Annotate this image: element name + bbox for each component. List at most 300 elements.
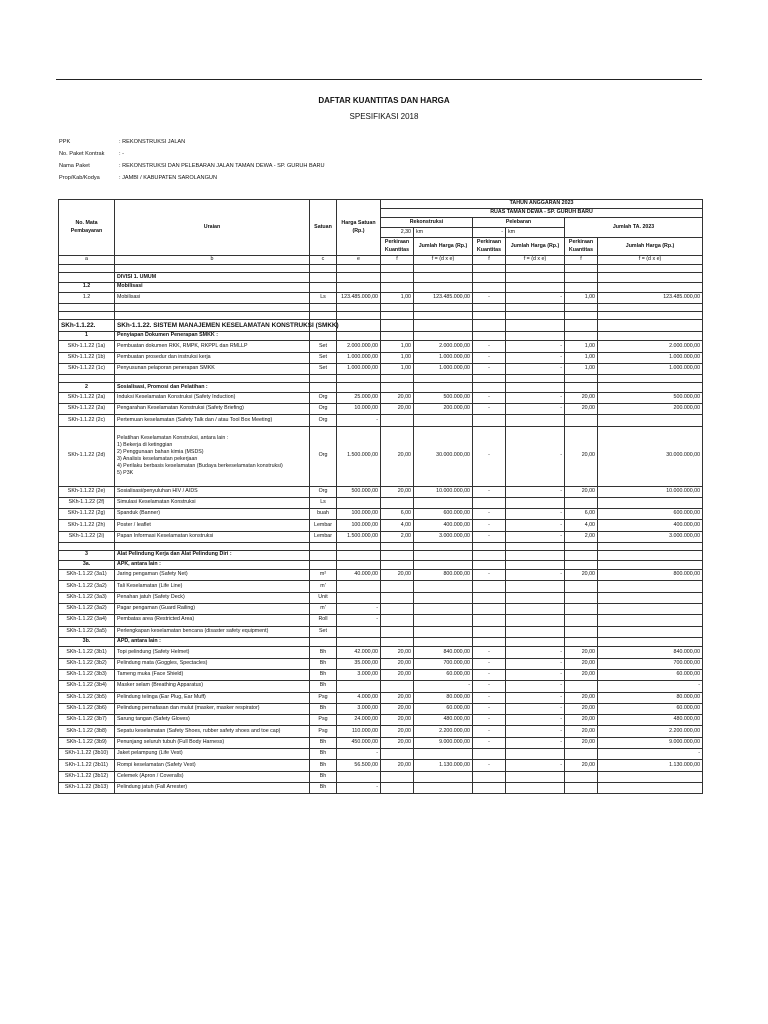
row-amount-rekon: 840.000,00 xyxy=(414,647,473,658)
row-qty-pelebaran xyxy=(473,319,506,331)
row-qty-pelebaran: - xyxy=(473,363,506,374)
row-unit-price: 25.000,00 xyxy=(337,392,381,403)
table-row xyxy=(59,570,703,581)
row-number: 3a. xyxy=(59,560,115,570)
row-number: SKh-1.1.22. xyxy=(59,319,115,331)
row-qty-rekon: 20,00 xyxy=(381,647,414,658)
row-number: SKh-1.1.22 (3b6) xyxy=(59,703,115,714)
table-row xyxy=(59,551,703,561)
col-perkiraan-1: Perkiraan Kuantitas xyxy=(381,238,414,256)
row-qty-rekon: 20,00 xyxy=(381,403,414,414)
ruas-name: RUAS TAMAN DEWA - SP. GURUH BARU xyxy=(381,209,703,218)
row-qty-pelebaran: - xyxy=(473,570,506,581)
row-amount-rekon xyxy=(414,303,473,311)
row-amount-total xyxy=(598,375,703,383)
row-unit-price: - xyxy=(337,415,381,426)
row-amount-rekon: 123.485.000,00 xyxy=(414,292,473,303)
row-qty-rekon xyxy=(381,543,414,551)
row-amount-rekon: 80.000,00 xyxy=(414,692,473,703)
row-amount-pelebaran: - xyxy=(506,760,565,771)
row-amount-pelebaran: - xyxy=(506,509,565,520)
row-amount-pelebaran xyxy=(506,319,565,331)
table-row xyxy=(59,647,703,658)
row-qty-rekon: 20,00 xyxy=(381,726,414,737)
row-amount-total: 9.000.000,00 xyxy=(598,737,703,748)
row-amount-pelebaran: - xyxy=(506,658,565,669)
row-qty-pelebaran xyxy=(473,749,506,760)
row-description: APD, antara lain : xyxy=(115,637,310,647)
row-amount-pelebaran: - xyxy=(506,426,565,486)
row-unit-price: 500.000,00 xyxy=(337,486,381,497)
row-amount-pelebaran: - xyxy=(506,352,565,363)
row-description: Sosialisasi, Promosi dan Pelatihan : xyxy=(115,383,310,393)
col-rekonstruksi: Rekonstruksi xyxy=(381,218,473,228)
pelebaran-unit: km xyxy=(506,228,565,238)
row-number: SKh-1.1.22 (2e) xyxy=(59,486,115,497)
row-amount-total: 1.130.000,00 xyxy=(598,760,703,771)
row-description: Pembuatan prosedur dan instruksi kerja xyxy=(115,352,310,363)
row-unit-price: - xyxy=(337,603,381,614)
row-unit-price: - xyxy=(337,615,381,626)
row-unit: Bh xyxy=(310,669,337,680)
row-unit: Psg xyxy=(310,692,337,703)
code-cell: b xyxy=(115,256,310,265)
row-unit: Org xyxy=(310,392,337,403)
table-row xyxy=(59,782,703,793)
row-qty-total: 1,00 xyxy=(565,363,598,374)
row-number: 1 xyxy=(59,331,115,341)
top-rule xyxy=(56,79,702,80)
row-qty-pelebaran xyxy=(473,497,506,508)
row-amount-pelebaran: - xyxy=(506,737,565,748)
row-unit-price xyxy=(337,383,381,393)
row-qty-rekon xyxy=(381,265,414,273)
row-amount-total: - xyxy=(598,749,703,760)
row-qty-rekon: 6,00 xyxy=(381,509,414,520)
row-number: SKh-1.1.22 (3b12) xyxy=(59,771,115,782)
info-row xyxy=(59,175,325,187)
row-qty-rekon: 1,00 xyxy=(381,341,414,352)
row-qty-rekon: 1,00 xyxy=(381,292,414,303)
row-amount-rekon: 30.000.000,00 xyxy=(414,426,473,486)
row-amount-rekon xyxy=(414,615,473,626)
row-unit-price: 100.000,00 xyxy=(337,509,381,520)
row-number: SKh-1.1.22 (3b4) xyxy=(59,681,115,692)
row-amount-pelebaran xyxy=(506,560,565,570)
row-amount-rekon: 1.000.000,00 xyxy=(414,352,473,363)
row-unit-price: 1.500.000,00 xyxy=(337,531,381,542)
row-unit: Psg xyxy=(310,715,337,726)
row-unit-price: 24.000,00 xyxy=(337,715,381,726)
col-harga-satuan: Harga Satuan (Rp.) xyxy=(337,200,381,256)
table-row xyxy=(59,581,703,592)
row-amount-rekon: - xyxy=(414,681,473,692)
row-qty-pelebaran xyxy=(473,615,506,626)
row-amount-total xyxy=(598,603,703,614)
table-row xyxy=(59,749,703,760)
row-qty-total xyxy=(565,603,598,614)
row-unit: Bh xyxy=(310,647,337,658)
row-unit: Bh xyxy=(310,703,337,714)
row-description: Induksi Keselamatan Konstruksi (Safety Induction) xyxy=(115,392,310,403)
row-number: SKh-1.1.22 (3b3) xyxy=(59,669,115,680)
row-qty-rekon: 20,00 xyxy=(381,486,414,497)
row-number xyxy=(59,303,115,311)
row-amount-total xyxy=(598,283,703,293)
row-amount-total xyxy=(598,626,703,637)
row-unit-price xyxy=(337,265,381,273)
row-unit xyxy=(310,283,337,293)
row-amount-rekon: 2.200.000,00 xyxy=(414,726,473,737)
row-number xyxy=(59,273,115,283)
row-qty-rekon: 20,00 xyxy=(381,692,414,703)
row-amount-total xyxy=(598,331,703,341)
pelebaran-length: - xyxy=(473,228,506,238)
row-unit-price xyxy=(337,311,381,319)
row-amount-rekon xyxy=(414,782,473,793)
row-description: Sarung tangan (Safety Gloves) xyxy=(115,715,310,726)
row-qty-pelebaran: - xyxy=(473,392,506,403)
row-amount-rekon: 200.000,00 xyxy=(414,403,473,414)
row-number: SKh-1.1.22 (3a3) xyxy=(59,592,115,603)
col-jumlah-harga-1: Jumlah Harga (Rp.) xyxy=(414,238,473,256)
row-qty-pelebaran: - xyxy=(473,726,506,737)
row-qty-total xyxy=(565,637,598,647)
row-unit: Bh xyxy=(310,760,337,771)
row-amount-pelebaran xyxy=(506,543,565,551)
col-uraian: Uraian xyxy=(115,200,310,256)
row-number: SKh-1.1.22 (3b11) xyxy=(59,760,115,771)
row-qty-pelebaran: - xyxy=(473,703,506,714)
row-description: Jaring pengaman (Safety Net) xyxy=(115,570,310,581)
row-number: SKh-1.1.22 (2c) xyxy=(59,415,115,426)
row-amount-pelebaran xyxy=(506,311,565,319)
blank-row xyxy=(59,311,703,319)
row-qty-pelebaran: - xyxy=(473,509,506,520)
row-qty-rekon: 20,00 xyxy=(381,669,414,680)
row-amount-pelebaran xyxy=(506,497,565,508)
row-amount-total: 1.000.000,00 xyxy=(598,352,703,363)
row-amount-rekon: 9.000.000,00 xyxy=(414,737,473,748)
row-qty-total xyxy=(565,375,598,383)
row-number: SKh-1.1.22 (3b5) xyxy=(59,692,115,703)
row-amount-total: 10.000.000,00 xyxy=(598,486,703,497)
row-qty-pelebaran xyxy=(473,603,506,614)
row-unit: Ls xyxy=(310,497,337,508)
col-perkiraan-3: Perkiraan Kuantitas xyxy=(565,238,598,256)
row-unit: Set xyxy=(310,341,337,352)
row-qty-pelebaran xyxy=(473,637,506,647)
info-label: Nama Paket xyxy=(59,163,90,169)
blank-row xyxy=(59,303,703,311)
row-qty-total xyxy=(565,749,598,760)
row-amount-pelebaran xyxy=(506,551,565,561)
row-number: 1.2 xyxy=(59,283,115,293)
row-number: SKh-1.1.22 (2g) xyxy=(59,509,115,520)
row-number: SKh-1.1.22 (2a) xyxy=(59,392,115,403)
row-qty-total xyxy=(565,497,598,508)
row-unit: Org xyxy=(310,403,337,414)
row-description: SKh-1.1.22. SISTEM MANAJEMEN KESELAMATAN KONSTRUKSI (SMKK) xyxy=(115,319,310,331)
row-qty-total xyxy=(565,771,598,782)
row-qty-rekon: 1,00 xyxy=(381,352,414,363)
row-description: Poster / leaflet xyxy=(115,520,310,531)
row-amount-rekon: 400.000,00 xyxy=(414,520,473,531)
row-unit-price xyxy=(337,273,381,283)
row-description: Sosialisasi/penyuluhan HIV / AIDS xyxy=(115,486,310,497)
row-amount-rekon xyxy=(414,626,473,637)
doc-subtitle: SPESIFIKASI 2018 xyxy=(349,112,419,121)
row-qty-total: 20,00 xyxy=(565,486,598,497)
row-unit-price xyxy=(337,303,381,311)
row-amount-pelebaran: - xyxy=(506,531,565,542)
row-amount-total: 123.485.000,00 xyxy=(598,292,703,303)
code-cell: c xyxy=(310,256,337,265)
row-unit xyxy=(310,311,337,319)
row-qty-rekon xyxy=(381,303,414,311)
table-row xyxy=(59,771,703,782)
table-row xyxy=(59,760,703,771)
row-unit: Org xyxy=(310,486,337,497)
row-amount-pelebaran xyxy=(506,375,565,383)
blank-row xyxy=(59,543,703,551)
row-amount-rekon: 2.000.000,00 xyxy=(414,341,473,352)
row-qty-pelebaran: - xyxy=(473,669,506,680)
row-qty-pelebaran: - xyxy=(473,292,506,303)
row-qty-total: 4,00 xyxy=(565,520,598,531)
table-row xyxy=(59,658,703,669)
row-qty-total: 20,00 xyxy=(565,703,598,714)
row-amount-total: 60.000,00 xyxy=(598,703,703,714)
code-cell: f xyxy=(473,256,506,265)
row-qty-rekon xyxy=(381,319,414,331)
row-qty-pelebaran xyxy=(473,283,506,293)
row-amount-pelebaran xyxy=(506,283,565,293)
row-amount-total: 80.000,00 xyxy=(598,692,703,703)
row-unit xyxy=(310,543,337,551)
info-value: : - xyxy=(119,151,124,157)
row-qty-total: 20,00 xyxy=(565,737,598,748)
row-amount-total xyxy=(598,771,703,782)
row-number: SKh-1.1.22 (1a) xyxy=(59,341,115,352)
row-unit xyxy=(310,560,337,570)
table-row xyxy=(59,392,703,403)
row-description: Pelindung mata (Goggles, Spectacles) xyxy=(115,658,310,669)
row-unit-price xyxy=(337,283,381,293)
row-unit-price: 3.000,00 xyxy=(337,703,381,714)
row-number: SKh-1.1.22 (3b7) xyxy=(59,715,115,726)
row-unit xyxy=(310,551,337,561)
row-amount-pelebaran: - xyxy=(506,703,565,714)
row-qty-total xyxy=(565,303,598,311)
row-amount-rekon: 500.000,00 xyxy=(414,392,473,403)
info-row xyxy=(59,151,325,163)
row-amount-total: 3.000.000,00 xyxy=(598,531,703,542)
row-number xyxy=(59,375,115,383)
row-qty-pelebaran xyxy=(473,551,506,561)
table-row xyxy=(59,615,703,626)
row-amount-pelebaran xyxy=(506,771,565,782)
row-amount-total: 480.000,00 xyxy=(598,715,703,726)
row-description: Mobilisasi xyxy=(115,292,310,303)
row-unit: m' xyxy=(310,603,337,614)
row-amount-total xyxy=(598,383,703,393)
row-unit: Bh xyxy=(310,771,337,782)
row-amount-rekon: 480.000,00 xyxy=(414,715,473,726)
row-qty-total: 20,00 xyxy=(565,658,598,669)
row-qty-total: 20,00 xyxy=(565,426,598,486)
row-qty-pelebaran: - xyxy=(473,403,506,414)
description-line: 4) Perilaku berbasis keselamatan (Budaya berkeselamatan konstruksi) xyxy=(117,463,283,470)
row-description: Celemek (Apron / Coveralls) xyxy=(115,771,310,782)
row-unit: m² xyxy=(310,570,337,581)
row-qty-total xyxy=(565,415,598,426)
row-amount-rekon xyxy=(414,560,473,570)
row-number: SKh-1.1.22 (2h) xyxy=(59,520,115,531)
row-qty-rekon xyxy=(381,581,414,592)
row-qty-rekon xyxy=(381,273,414,283)
row-unit: Set xyxy=(310,626,337,637)
row-description: Jaket pelampung (Life Vest) xyxy=(115,749,310,760)
info-label: PPK xyxy=(59,139,71,145)
row-qty-rekon: 20,00 xyxy=(381,426,414,486)
row-qty-rekon: 20,00 xyxy=(381,737,414,748)
row-number: SKh-1.1.22 (3a5) xyxy=(59,626,115,637)
row-unit-price xyxy=(337,331,381,341)
table-row xyxy=(59,715,703,726)
row-description: Pelindung telinga (Ear Plug, Ear Muff) xyxy=(115,692,310,703)
row-qty-rekon xyxy=(381,497,414,508)
col-no-mata: No. Mata Pembayaran xyxy=(59,200,115,256)
doc-title: DAFTAR KUANTITAS DAN HARGA xyxy=(318,96,450,105)
table-row xyxy=(59,520,703,531)
row-qty-pelebaran xyxy=(473,543,506,551)
row-description xyxy=(115,311,310,319)
row-amount-total xyxy=(598,319,703,331)
row-unit: Bh xyxy=(310,749,337,760)
row-amount-pelebaran: - xyxy=(506,292,565,303)
row-amount-total: 2.000.000,00 xyxy=(598,341,703,352)
table-row xyxy=(59,363,703,374)
row-unit-price: 1.500.000,00 xyxy=(337,426,381,486)
row-unit-price: - xyxy=(337,749,381,760)
row-description: Pertemuan keselamatan (Safety Talk dan / atau Tool Box Meeting) xyxy=(115,415,310,426)
table-row xyxy=(59,737,703,748)
row-unit-price: 450.000,00 xyxy=(337,737,381,748)
row-description: DIVISI 1. UMUM xyxy=(115,273,310,283)
row-number xyxy=(59,311,115,319)
row-amount-pelebaran: - xyxy=(506,363,565,374)
table-row xyxy=(59,531,703,542)
row-description: Papan Informasi Keselamatan konstruksi xyxy=(115,531,310,542)
row-qty-total: 20,00 xyxy=(565,726,598,737)
row-description: Rompi keselamatan (Safety Vest) xyxy=(115,760,310,771)
description-line: 2) Penggunaan bahan kimia (MSDS) xyxy=(117,448,204,455)
row-unit-price: 2.000.000,00 xyxy=(337,341,381,352)
row-unit: Org xyxy=(310,426,337,486)
row-qty-total xyxy=(565,782,598,793)
table-row xyxy=(59,626,703,637)
row-qty-pelebaran xyxy=(473,303,506,311)
row-amount-rekon xyxy=(414,603,473,614)
row-amount-total: 500.000,00 xyxy=(598,392,703,403)
row-qty-rekon xyxy=(381,415,414,426)
row-qty-pelebaran: - xyxy=(473,531,506,542)
row-amount-rekon: 800.000,00 xyxy=(414,570,473,581)
row-description: Tameng muka (Face Shield) xyxy=(115,669,310,680)
row-amount-rekon: 1.000.000,00 xyxy=(414,363,473,374)
row-description: Pelindung pernafasan dan mulut (masker, masker respirator) xyxy=(115,703,310,714)
row-amount-rekon: 60.000,00 xyxy=(414,669,473,680)
row-unit: Set xyxy=(310,363,337,374)
row-qty-rekon: 20,00 xyxy=(381,658,414,669)
row-description: Simulasi Keselamatan Konstruksi xyxy=(115,497,310,508)
row-unit-price xyxy=(337,771,381,782)
row-amount-rekon: 60.000,00 xyxy=(414,703,473,714)
row-qty-pelebaran: - xyxy=(473,658,506,669)
row-amount-total: 1.000.000,00 xyxy=(598,363,703,374)
row-qty-rekon xyxy=(381,331,414,341)
row-qty-rekon xyxy=(381,283,414,293)
row-qty-rekon: 2,00 xyxy=(381,531,414,542)
row-qty-pelebaran: - xyxy=(473,647,506,658)
row-qty-pelebaran: - xyxy=(473,352,506,363)
row-qty-pelebaran: - xyxy=(473,520,506,531)
row-description: Pagar pengaman (Guard Railing) xyxy=(115,603,310,614)
row-number: 2 xyxy=(59,383,115,393)
row-amount-total xyxy=(598,782,703,793)
row-qty-total xyxy=(565,543,598,551)
row-qty-total xyxy=(565,383,598,393)
row-description: Penunjang seluruh tubuh (Full Body Harness) xyxy=(115,737,310,748)
row-qty-rekon: 20,00 xyxy=(381,570,414,581)
row-amount-total xyxy=(598,551,703,561)
row-amount-total: 60.000,00 xyxy=(598,669,703,680)
row-amount-pelebaran: - xyxy=(506,486,565,497)
col-jumlah-harga-2: Jumlah Harga (Rp.) xyxy=(506,238,565,256)
row-qty-pelebaran xyxy=(473,560,506,570)
row-qty-rekon xyxy=(381,592,414,603)
code-cell: e xyxy=(337,256,381,265)
row-amount-rekon: 3.000.000,00 xyxy=(414,531,473,542)
row-amount-pelebaran xyxy=(506,626,565,637)
info-value: : REKONSTRUKSI JALAN xyxy=(119,139,186,145)
row-amount-rekon xyxy=(414,581,473,592)
row-qty-pelebaran xyxy=(473,331,506,341)
row-unit-price xyxy=(337,497,381,508)
row-description: Pelindung jatuh (Fall Arrester) xyxy=(115,782,310,793)
row-description xyxy=(115,375,310,383)
info-value: : REKONSTRUKSI DAN PELEBARAN JALAN TAMAN DEWA - SP. GURUH BARU xyxy=(119,163,325,169)
row-qty-rekon xyxy=(381,782,414,793)
row-unit: m' xyxy=(310,581,337,592)
info-value: : JAMBI / KABUPATEN SAROLANGUN xyxy=(119,175,218,181)
row-amount-pelebaran: - xyxy=(506,681,565,692)
table-row xyxy=(59,560,703,570)
row-qty-pelebaran: - xyxy=(473,715,506,726)
row-amount-total xyxy=(598,273,703,283)
col-jumlah-ta: Jumlah TA. 2023 xyxy=(565,218,703,238)
row-number: SKh-1.1.22 (3b13) xyxy=(59,782,115,793)
row-unit xyxy=(310,375,337,383)
row-amount-pelebaran xyxy=(506,331,565,341)
table-row xyxy=(59,669,703,680)
row-qty-rekon xyxy=(381,603,414,614)
table-row xyxy=(59,726,703,737)
row-amount-rekon xyxy=(414,283,473,293)
row-description: Pembuatan dokumen RKK, RMPK, RKPPL dan RMLLP xyxy=(115,341,310,352)
row-qty-rekon xyxy=(381,637,414,647)
